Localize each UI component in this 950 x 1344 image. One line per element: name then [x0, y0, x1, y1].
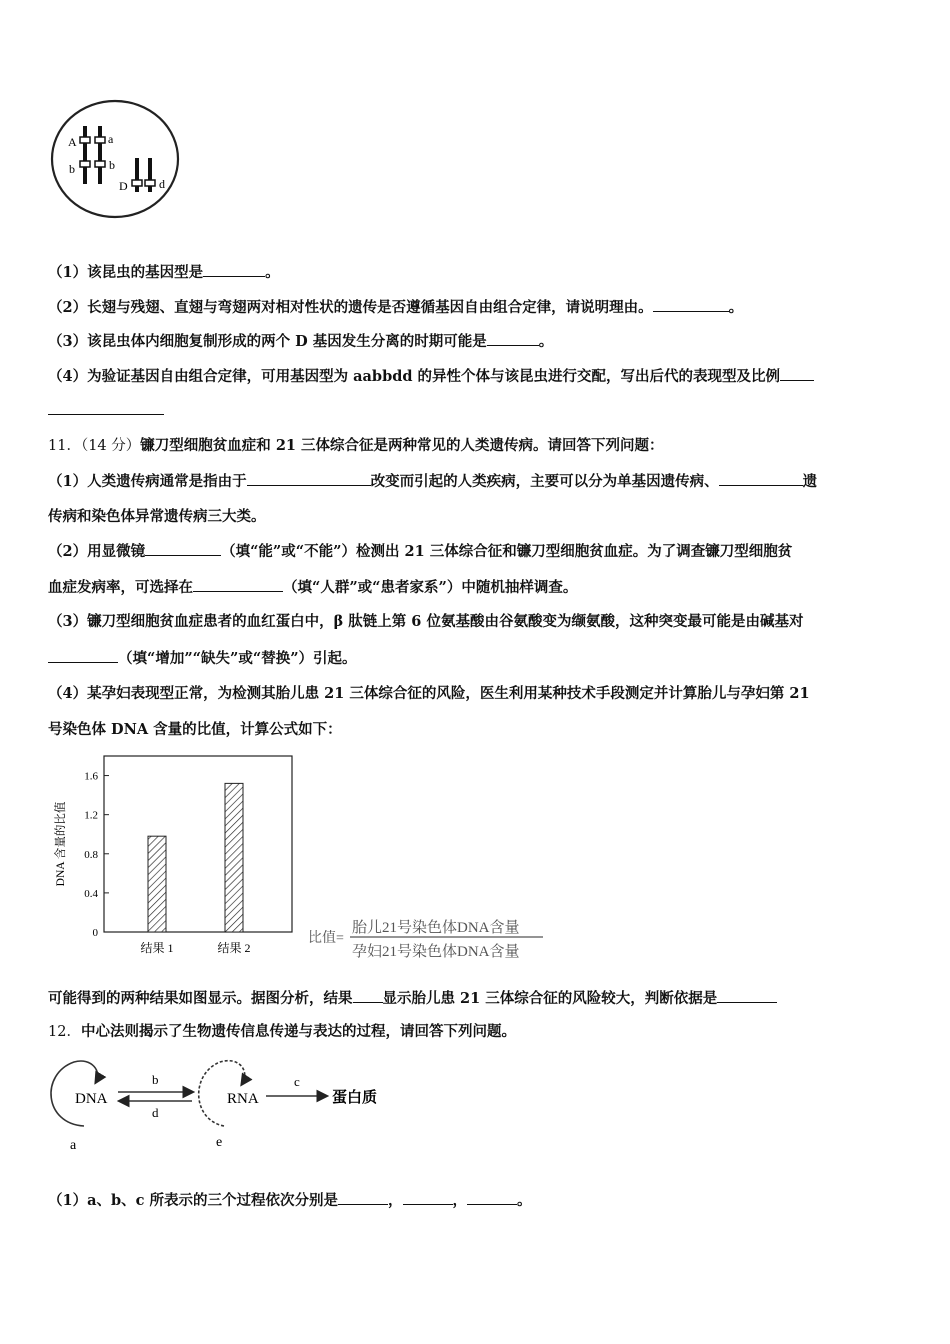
central-dogma-diagram — [44, 1054, 404, 1154]
q11-part3: （3）镰刀型细胞贫血症患者的血红蛋白中，β 肽链上第 6 位氨基酸由谷氨酸变为缬氨酸，这种突变最可能是由碱基对 — [48, 613, 804, 630]
gene-locus — [132, 180, 142, 186]
answer-blank[interactable] — [717, 988, 777, 1003]
process-label-c: c — [294, 1074, 300, 1089]
y-tick-label: 0.4 — [84, 887, 98, 900]
y-tick-label: 0.8 — [84, 848, 98, 861]
answer-blank[interactable] — [193, 577, 283, 592]
formula-prefix: 比值= — [308, 931, 344, 946]
q11-part1: （1）人类遗传病通常是指由于 改变而引起的人类疾病，主要可以分为单基因遗传病、 遗 — [48, 473, 818, 490]
dna-label: DNA — [75, 1091, 108, 1107]
q10-part4-continued — [48, 400, 164, 421]
gene-locus — [95, 137, 105, 143]
gene-label: b — [69, 162, 75, 176]
answer-blank[interactable] — [780, 366, 814, 381]
formula-numerator: 胎儿21号染色体DNA含量 — [352, 920, 520, 936]
q11-part2: （2）用显微镜 （填“能”或“不能”）检测出 21 三体综合征和镰刀型细胞贫血症。为了调查镰刀型细胞贫 — [48, 543, 793, 560]
process-label-b: b — [152, 1072, 159, 1087]
process-label-d: d — [152, 1105, 159, 1120]
gene-locus — [80, 161, 90, 167]
answer-blank[interactable] — [203, 262, 265, 277]
q10-part4: （4）为验证基因自由组合定律，可用基因型为 aabbdd 的异性个体与该昆虫进行交配，写出后代的表现型及比例 — [48, 366, 814, 387]
answer-blank[interactable] — [353, 988, 383, 1003]
process-label-e: e — [216, 1135, 223, 1150]
answer-blank[interactable] — [247, 471, 371, 486]
chromosome — [148, 158, 152, 192]
q12-part1: （1）a、b、c 所表示的三个过程依次分别是 ， ， 。 — [48, 1192, 532, 1209]
q11-part2-continued: 血症发病率，可选择在 （填“人群”或“患者家系”）中随机抽样调查。 — [48, 579, 578, 596]
y-tick-label: 0 — [92, 927, 98, 939]
bar-1 — [148, 836, 166, 932]
answer-blank[interactable] — [487, 331, 539, 346]
q11-part3-continued: （填“增加”“缺失”或“替换”）引起。 — [48, 648, 357, 669]
gene-label: D — [119, 179, 128, 193]
answer-blank[interactable] — [48, 400, 164, 415]
plot-frame — [104, 756, 292, 932]
answer-blank[interactable] — [48, 648, 118, 663]
dna-ratio-bar-chart — [46, 750, 556, 968]
rna-label: RNA — [227, 1091, 259, 1107]
q10-part1: （1）该昆虫的基因型是 。 — [48, 264, 280, 281]
y-tick-label: 1.6 — [84, 770, 98, 783]
q10-part2: （2）长翅与残翅、直翅与弯翅两对相对性状的遗传是否遵循基因自由组合定律，请说明理由。 。 — [48, 299, 744, 316]
gene-label: a — [108, 132, 114, 146]
protein-label: 蛋白质 — [332, 1090, 378, 1106]
formula-denominator: 孕妇21号染色体DNA含量 — [352, 944, 520, 960]
chromosome — [98, 126, 102, 184]
gene-label: A — [68, 135, 77, 149]
x-tick-label: 结果 1 — [140, 941, 174, 955]
chromosome — [83, 126, 87, 184]
cell-membrane — [52, 101, 178, 217]
cell-chromosome-figure — [46, 96, 186, 224]
q11-intro: 11．（14 分）镰刀型细胞贫血症和 21 三体综合征是两种常见的人类遗传病。请回答下列问题： — [48, 437, 664, 454]
q11-part4: （4）某孕妇表现型正常，为检测其胎儿患 21 三体综合征的风险，医生利用某种技术手段测定并计算胎儿与孕妇第 21 — [48, 685, 810, 702]
gene-locus — [80, 137, 90, 143]
q11-part4-continued: 号染色体 DNA 含量的比值，计算公式如下： — [48, 721, 342, 738]
chromosome — [135, 158, 139, 192]
answer-blank[interactable] — [145, 541, 221, 556]
answer-blank[interactable] — [653, 297, 729, 312]
x-tick-label: 结果 2 — [217, 941, 251, 955]
y-axis-label: DNA 含量的比值 — [55, 801, 67, 887]
gene-locus — [145, 180, 155, 186]
gene-locus — [95, 161, 105, 167]
answer-blank[interactable] — [338, 1190, 388, 1205]
q12-intro: 12．中心法则揭示了生物遗传信息传递与表达的过程，请回答下列问题。 — [48, 1023, 516, 1040]
gene-label: d — [159, 177, 165, 191]
answer-blank[interactable] — [719, 471, 803, 486]
answer-blank[interactable] — [467, 1190, 517, 1205]
process-label-a: a — [70, 1138, 77, 1153]
gene-label: b — [109, 158, 115, 172]
answer-blank[interactable] — [403, 1190, 453, 1205]
q11-part1-continued: 传病和染色体异常遗传病三大类。 — [48, 508, 266, 525]
bar-2 — [225, 783, 243, 932]
q11-part5: 可能得到的两种结果如图显示。据图分析，结果 显示胎儿患 21 三体综合征的风险较大，判断依据是 — [48, 988, 777, 1009]
y-tick-label: 1.2 — [84, 809, 98, 822]
q10-part3: （3）该昆虫体内细胞复制形成的两个 D 基因发生分离的时期可能是 。 — [48, 333, 554, 350]
